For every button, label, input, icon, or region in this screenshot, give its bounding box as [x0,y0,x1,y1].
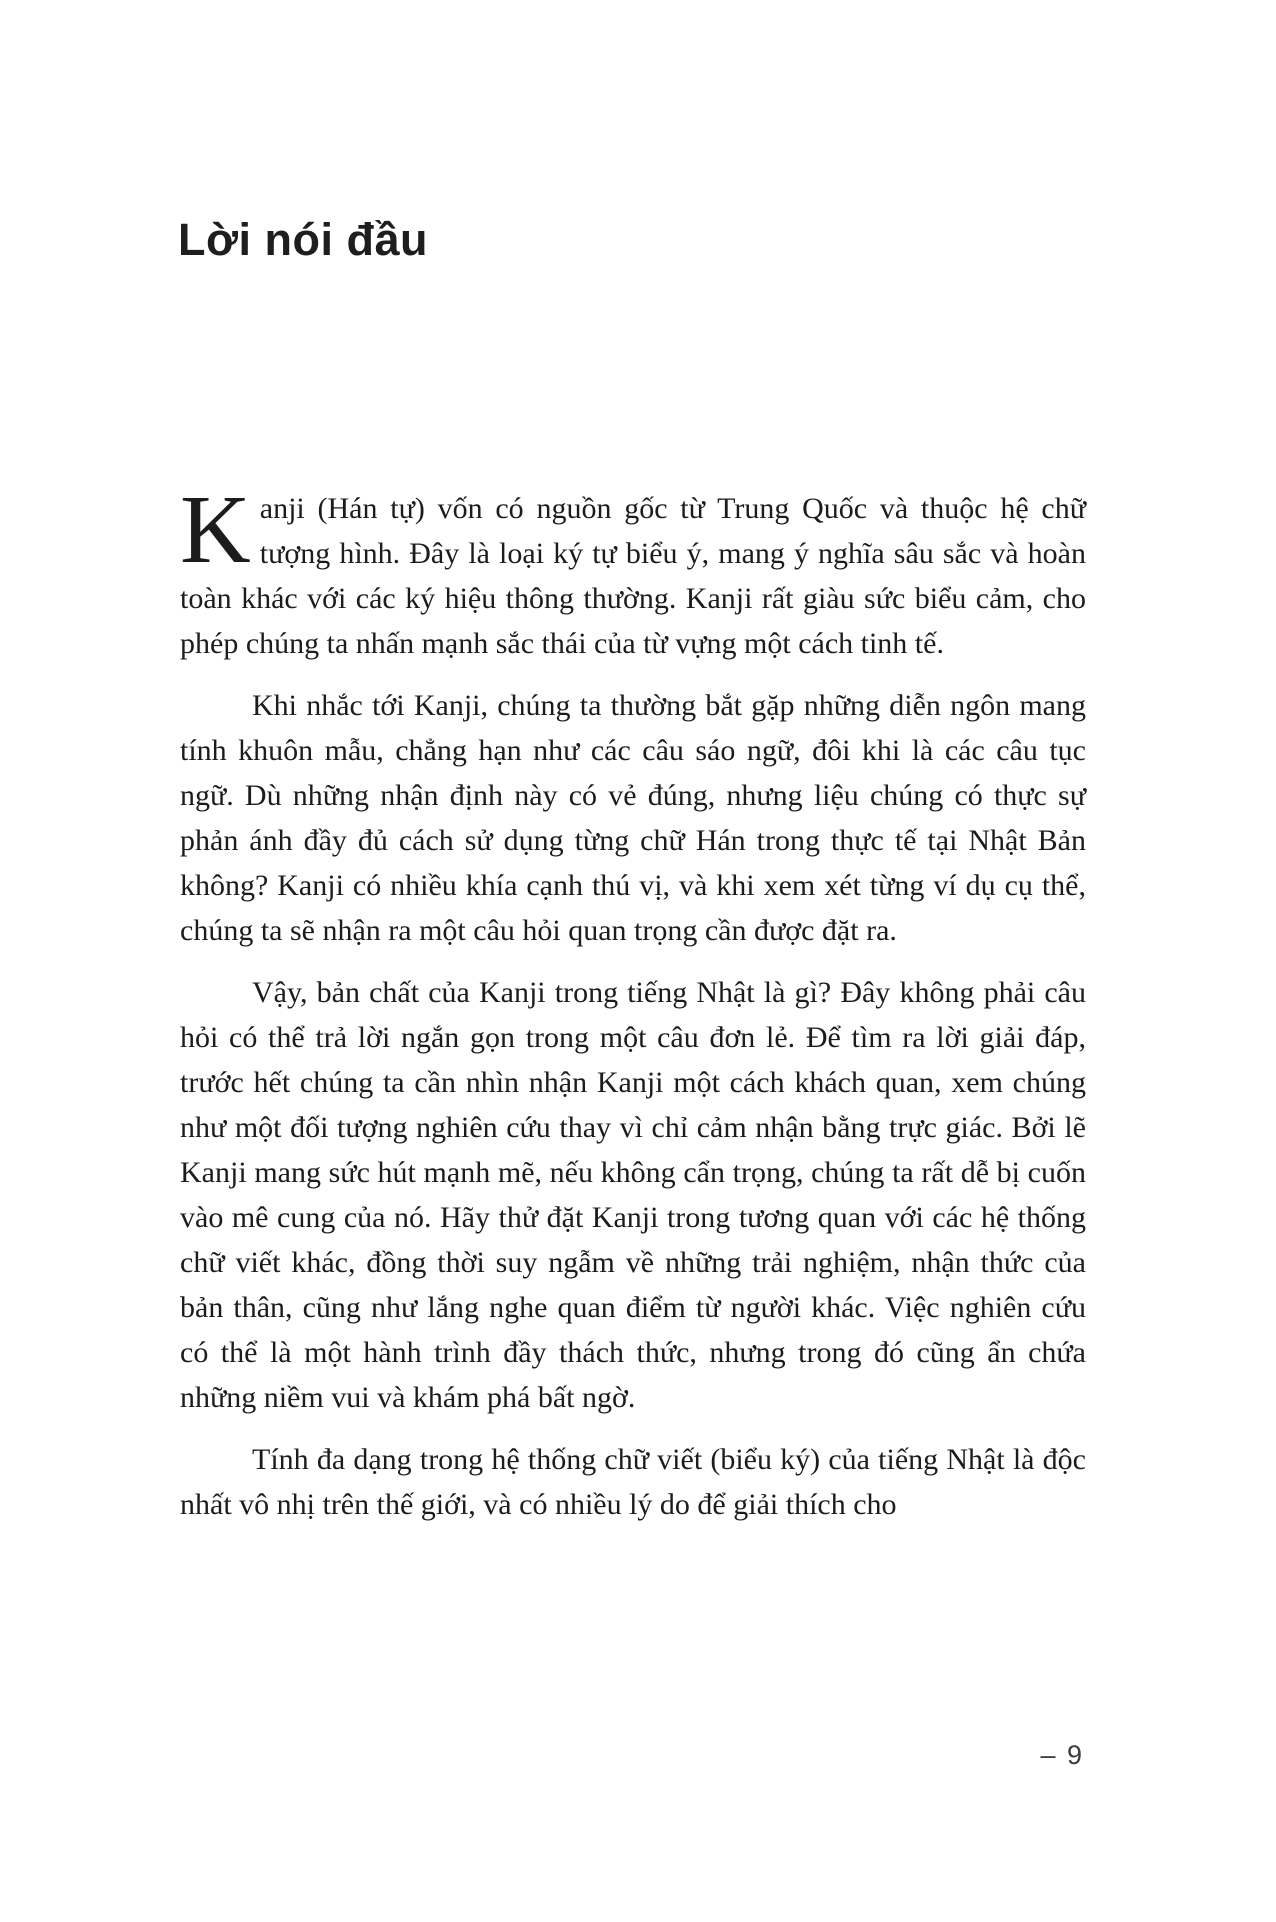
page-title: Lời nói đầu [178,214,428,265]
body-text [180,476,1086,1544]
paragraph [180,970,1086,1420]
paragraph-text: anji (Hán tự) vốn có nguồn gốc từ Trung Quốc và thuộc hệ chữ tượng hình. Đây là loại ký tự biểu ý, mang ý nghĩa sâu sắc và hoàn toàn khác với các ký hiệu thông thường. Kanji rất giàu sức biểu cảm, cho phép chúng ta nhấn mạnh sắc thái của từ vựng một cách tinh tế. [180,492,1086,660]
page-number: – 9 [1040,1740,1084,1770]
paragraph-text: Khi nhắc tới Kanji, chúng ta thường bắt gặp những diễn ngôn mang tính khuôn mẫu, chẳng hạn như các câu sáo ngữ, đôi khi là các câu tục ngữ. Dù những nhận định này có vẻ đúng, nhưng liệu chúng có thực sự phản ánh đầy đủ cách sử dụng từng chữ Hán trong thực tế tại Nhật Bản không? Kanji có nhiều khía cạnh thú vị, và khi xem xét từng ví dụ cụ thể, chúng ta sẽ nhận ra một câu hỏi quan trọng cần được đặt ra. [180,689,1086,947]
paragraph [180,476,1086,666]
paragraph-text: Tính đa dạng trong hệ thống chữ viết (biểu ký) của tiếng Nhật là độc nhất vô nhị trên thế giới, và có nhiều lý do để giải thích cho [180,1443,1086,1521]
drop-cap: K [180,476,251,584]
paragraph [180,683,1086,953]
paragraph-text: Vậy, bản chất của Kanji trong tiếng Nhật là gì? Đây không phải câu hỏi có thể trả lời ngắn gọn trong một câu đơn lẻ. Để tìm ra lời giải đáp, trước hết chúng ta cần nhìn nhận Kanji một cách khách quan, xem chúng như một đối tượng nghiên cứu thay vì chỉ cảm nhận bằng trực giác. Bởi lẽ Kanji mang sức hút mạnh mẽ, nếu không cẩn trọng, chúng ta rất dễ bị cuốn vào mê cung của nó. Hãy thử đặt Kanji trong tương quan với các hệ thống chữ viết khác, đồng thời suy ngẫm về những trải nghiệm, nhận thức của bản thân, cũng như lắng nghe quan điểm từ người khác. Việc nghiên cứu có thể là một hành trình đầy thách thức, nhưng trong đó cũng ẩn chứa những niềm vui và khám phá bất ngờ. [180,976,1086,1414]
paragraph [180,1437,1086,1527]
